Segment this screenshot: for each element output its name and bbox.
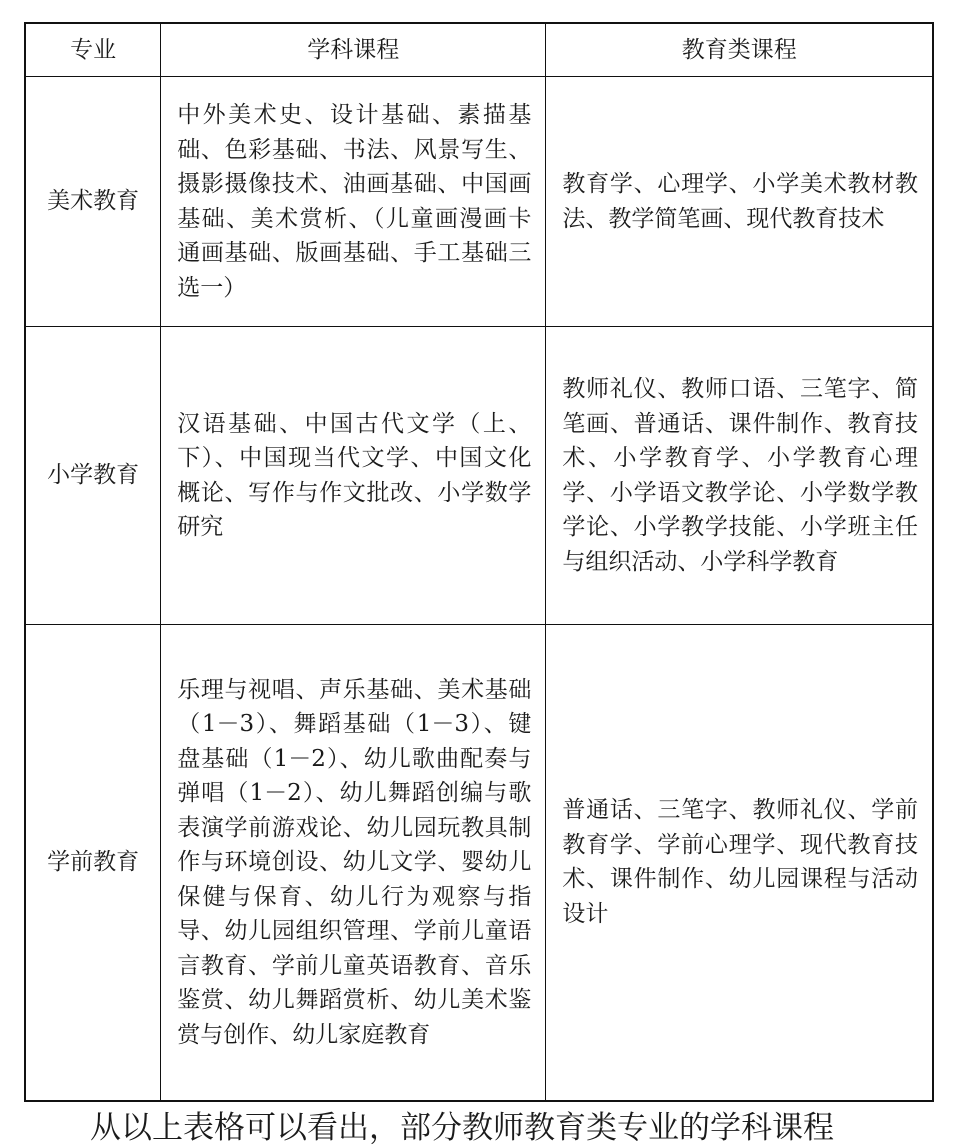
major-cell: 小学教育 (25, 327, 161, 625)
table-row (25, 327, 933, 625)
header-major: 专业 (25, 23, 161, 77)
table-row (25, 625, 933, 1101)
education-courses-cell: 普通话、三笔字、教师礼仪、学前教育学、学前心理学、现代教育技术、课件制作、幼儿园课程与活动设计 (546, 625, 933, 1101)
subject-courses-cell: 汉语基础、中国古代文学（上、下）、中国现当代文学、中国文化概论、写作与作文批改、小学数学研究 (161, 327, 546, 625)
major-cell: 美术教育 (25, 77, 161, 327)
education-courses-cell: 教师礼仪、教师口语、三笔字、简笔画、普通话、课件制作、教育技术、小学教育学、小学教育心理学、小学语文教学论、小学数学教学论、小学教学技能、小学班主任与组织活动、小学科学教育 (546, 327, 933, 625)
table-header-row (25, 23, 933, 77)
body-text-paragraph: 从以上表格可以看出，部分教师教育类专业的学科课程 (90, 1110, 834, 1146)
table-row (25, 77, 933, 327)
header-education-courses: 教育类课程 (546, 23, 933, 77)
major-cell: 学前教育 (25, 625, 161, 1101)
subject-courses-cell: 乐理与视唱、声乐基础、美术基础（1－3）、舞蹈基础（1－3）、键盘基础（1－2）、幼儿歌曲配奏与弹唱（1－2）、幼儿舞蹈创编与歌表演学前游戏论、幼儿园玩教具制作与环境创设、幼儿文学、婴幼儿保健与保育、幼儿行为观察与指导、幼儿园组织管理、学前儿童语言教育、学前儿童英语教育、音乐鉴赏、幼儿舞蹈赏析、幼儿美术鉴赏与创作、幼儿家庭教育 (161, 625, 546, 1101)
course-table (24, 22, 934, 1102)
header-subject-courses: 学科课程 (161, 23, 546, 77)
education-courses-cell: 教育学、心理学、小学美术教材教法、教学简笔画、现代教育技术 (546, 77, 933, 327)
subject-courses-cell: 中外美术史、设计基础、素描基础、色彩基础、书法、风景写生、摄影摄像技术、油画基础、中国画基础、美术赏析、（儿童画漫画卡通画基础、版画基础、手工基础三选一） (161, 77, 546, 327)
